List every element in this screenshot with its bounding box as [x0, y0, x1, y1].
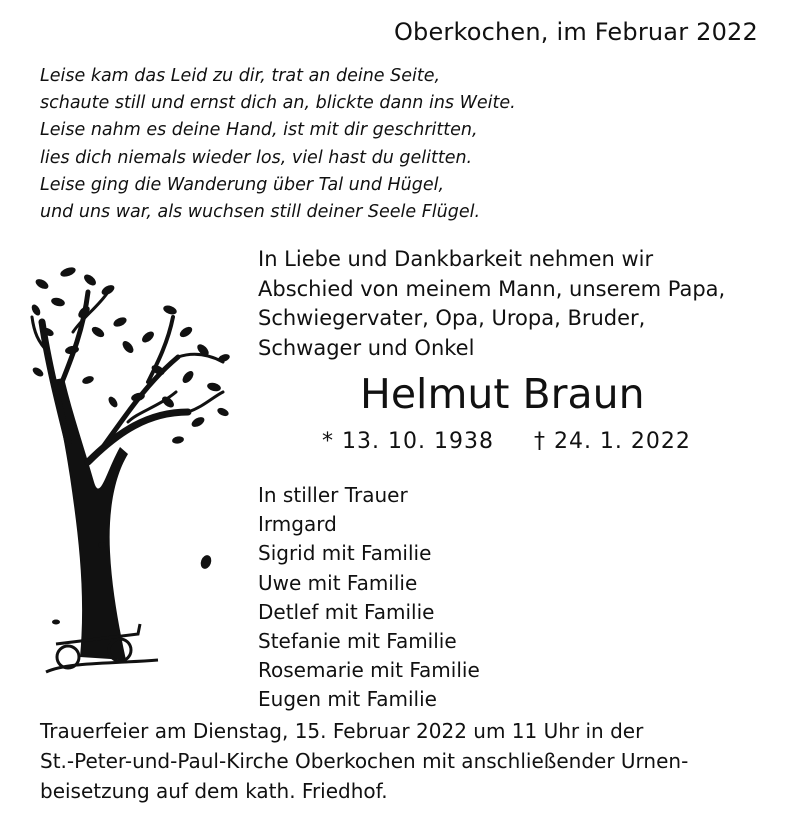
mourner: Stefanie mit Familie [258, 629, 457, 654]
mourner: Sigrid mit Familie [258, 541, 432, 566]
funeral-service-info [40, 716, 688, 806]
poem-line: und uns war, als wuchsen still deiner Seele Flügel. [40, 202, 481, 223]
farewell-line: Schwager und Onkel [258, 335, 475, 360]
tree-leaves [30, 266, 231, 625]
farewell-line: Schwiegervater, Opa, Uropa, Bruder, [258, 306, 646, 330]
farewell-line: Abschied von meinem Mann, unserem Papa, [258, 276, 726, 301]
farewell-text [258, 245, 725, 363]
service-line: beisetzung auf dem kath. Friedhof. [40, 779, 388, 803]
poem [40, 63, 516, 226]
poem-line: Leise nahm es deine Hand, ist mit dir geschritten, [40, 120, 478, 141]
poem-line: lies dich niemals wieder los, viel hast du gelitten. [40, 147, 473, 168]
mourner: Rosemarie mit Familie [258, 658, 480, 683]
service-line: St.-Peter-und-Paul-Kirche Oberkochen mit anschließender Urnen- [40, 749, 689, 773]
poem-line: schaute still und ernst dich an, blickte dann ins Weite. [40, 93, 516, 114]
place-date: Oberkochen, im Februar 2022 [393, 18, 758, 46]
farewell-line: In Liebe und Dankbarkeit nehmen wir [258, 247, 654, 271]
mourner: Uwe mit Familie [258, 570, 418, 595]
poem-line: Leise ging die Wanderung über Tal und Hügel, [40, 174, 445, 195]
poem-line: Leise kam das Leid zu dir, trat an deine Seite, [40, 66, 441, 86]
mourner: Eugen mit Familie [258, 687, 437, 712]
mourner: Detlef mit Familie [258, 599, 435, 624]
mourners-heading: In stiller Trauer [258, 483, 408, 507]
deceased-name: Helmut Braun [360, 370, 645, 418]
death-date: † 24. 1. 2022 [533, 429, 691, 454]
mourners-list [258, 481, 480, 715]
tree-branches [32, 292, 223, 462]
birth-date: * 13. 10. 1938 [322, 429, 494, 454]
service-line: Trauerfeier am Dienstag, 15. Februar 2022 um 11 Uhr in der [40, 719, 644, 743]
tree-illustration [28, 262, 238, 694]
life-dates [322, 429, 691, 454]
mourner: Irmgard [258, 512, 337, 537]
